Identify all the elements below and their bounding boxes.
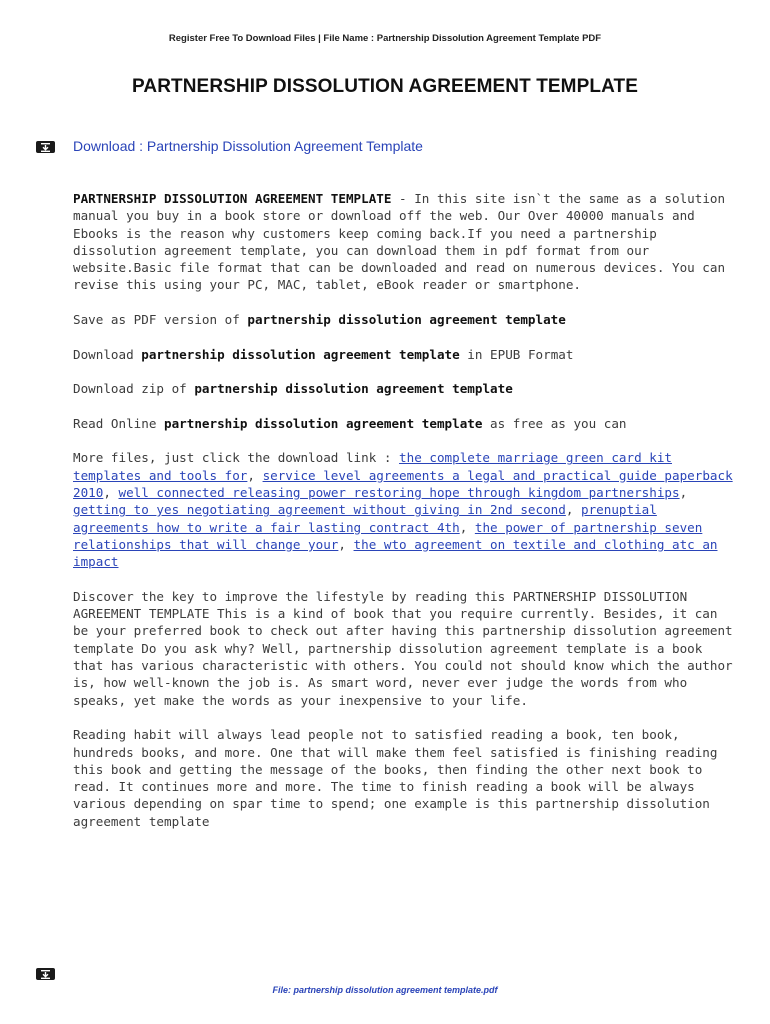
link-separator: ,: [247, 467, 263, 483]
epub-line: [73, 346, 733, 363]
more-file-link[interactable]: service level agreements a legal and practical guide paperback 2010: [73, 467, 733, 501]
discover-paragraph: Discover the key to improve the lifestyle by reading this PARTNERSHIP DISSOLUTION AGREEMENT TEMPLATE This is a kind of book that you require currently. Besides, it can be your preferred book to check out after having this partnership dissolution agreement template Do you ask why? Well, partnership dissolution agreement template is a book that has various characteristic with others. You could not should know which the author is, how well-known the job is. As smart word, never ever judge the words from who speaks, yet make the words as your inexpensive to your life.: [73, 588, 733, 708]
more-file-link[interactable]: the power of partnership seven relationships that will change your: [73, 519, 703, 552]
intro-text: - In this site isn`t the same as a solution manual you buy in a book store or download off the web. Our Over 40000 manuals and Ebooks is the reason why customers keep coming back.If you need a partnership dissolution agreement template, you can download them in pdf format from our website.Basic file format that can be downloaded and read on numerous devices. You can revise this using your PC, MAC, tablet, eBook reader or smartphone.: [73, 191, 726, 293]
more-file-link[interactable]: the wto agreement on textile and clothing atc an impact: [73, 536, 718, 570]
save-pdf-prefix: Save as PDF version of: [73, 312, 248, 328]
page-header: Register Free To Download Files | File Name : Partnership Dissolution Agreement Template PDF: [168, 33, 602, 44]
more-file-link[interactable]: prenuptial agreements how to write a fair lasting contract 4th: [73, 502, 657, 535]
intro-paragraph: [73, 190, 733, 294]
document-body: [73, 190, 733, 847]
more-file-link[interactable]: well connected releasing power restoring hope through kingdom partnerships: [118, 485, 680, 501]
zip-title: partnership dissolution agreement template: [194, 381, 513, 397]
epub-title: partnership dissolution agreement template: [141, 346, 460, 362]
download-link[interactable]: Download : Partnership Dissolution Agreement Template: [73, 138, 423, 154]
online-line: [73, 415, 733, 432]
online-suffix: as free as you can: [482, 415, 627, 431]
link-separator: ,: [459, 519, 475, 535]
save-pdf-title: partnership dissolution agreement template: [247, 312, 566, 328]
online-title: partnership dissolution agreement template: [164, 415, 483, 431]
footer-filename: File: partnership dissolution agreement template.pdf: [272, 985, 498, 995]
link-separator: ,: [338, 536, 354, 552]
download-icon[interactable]: [36, 141, 55, 153]
online-prefix: Read Online: [73, 415, 164, 431]
reading-paragraph: Reading habit will always lead people not to satisfied reading a book, ten book, hundreds books, and more. One that will make them feel satisfied is finishing reading this book and getting the message of the books, then finding the other next book to read. It continues more and more. The time to finish reading a book will be always various depending on spar time to spend; one example is this partnership dissolution agreement template: [73, 727, 718, 829]
download-icon[interactable]: [36, 968, 55, 980]
link-separator: ,: [103, 485, 119, 501]
epub-suffix: in EPUB Format: [459, 346, 574, 362]
more-files-prefix: More files, just click the download link :: [73, 450, 400, 466]
more-file-link[interactable]: the complete marriage green card kit templates and tools for: [73, 450, 672, 483]
link-separator: ,: [565, 502, 582, 518]
epub-prefix: Download: [73, 346, 142, 362]
more-files-paragraph: [73, 449, 733, 570]
more-file-link[interactable]: getting to yes negotiating agreement without giving in 2nd second: [73, 502, 566, 518]
save-pdf-line: [73, 311, 733, 328]
zip-line: [73, 380, 733, 397]
zip-prefix: Download zip of: [73, 381, 195, 397]
page-title: PARTNERSHIP DISSOLUTION AGREEMENT TEMPLATE: [132, 76, 638, 97]
intro-bold-title: PARTNERSHIP DISSOLUTION AGREEMENT TEMPLATE: [73, 191, 392, 206]
link-separator: ,: [679, 485, 688, 501]
